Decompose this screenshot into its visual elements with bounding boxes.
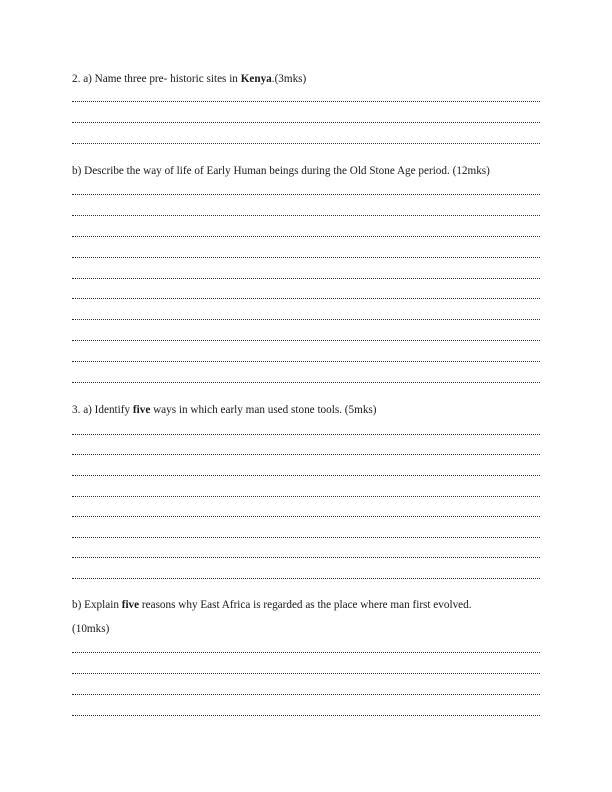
answer-line[interactable] <box>72 319 540 320</box>
answer-line[interactable] <box>72 361 540 362</box>
question-text: 2. a) Name three pre- historic sites in <box>72 73 241 85</box>
answer-line[interactable] <box>72 194 540 195</box>
answer-line[interactable] <box>72 298 540 299</box>
answer-line[interactable] <box>72 257 540 258</box>
answer-line[interactable] <box>72 652 540 653</box>
answer-line[interactable] <box>72 578 540 579</box>
answer-line[interactable] <box>72 278 540 279</box>
emphasis-text: Kenya <box>240 73 272 85</box>
answer-line[interactable] <box>72 101 540 102</box>
answer-line[interactable] <box>72 236 540 237</box>
answer-line[interactable] <box>72 382 540 383</box>
answer-line[interactable] <box>72 122 540 123</box>
emphasis-text: five <box>121 599 140 611</box>
question-text: b) Explain <box>72 599 122 611</box>
answer-line[interactable] <box>72 454 540 455</box>
answer-line[interactable] <box>72 434 540 435</box>
question-2b <box>72 164 490 178</box>
question-2a <box>72 72 306 86</box>
answer-line[interactable] <box>72 496 540 497</box>
answer-line[interactable] <box>72 215 540 216</box>
question-3b <box>72 598 472 612</box>
answer-line[interactable] <box>72 694 540 695</box>
answer-line[interactable] <box>72 715 540 716</box>
question-text-cont: ways in which early man used stone tools. (5mks) <box>150 404 377 416</box>
question-3a <box>72 403 377 417</box>
question-text: b) Describe the way of life of Early Human beings during the Old Stone Age period. (12mks) <box>72 165 490 177</box>
answer-line[interactable] <box>72 557 540 558</box>
answer-line[interactable] <box>72 516 540 517</box>
answer-line[interactable] <box>72 475 540 476</box>
answer-line[interactable] <box>72 143 540 144</box>
question-text: 3. a) Identify <box>72 404 133 416</box>
question-marks: .(3mks) <box>271 73 307 85</box>
answer-line[interactable] <box>72 340 540 341</box>
answer-line[interactable] <box>72 673 540 674</box>
question-marks: (10mks) <box>72 623 110 635</box>
answer-line[interactable] <box>72 537 540 538</box>
question-text-cont: reasons why East Africa is regarded as the place where man first evolved. <box>139 599 472 611</box>
question-3b-marks <box>72 622 109 636</box>
emphasis-text: five <box>132 404 151 416</box>
